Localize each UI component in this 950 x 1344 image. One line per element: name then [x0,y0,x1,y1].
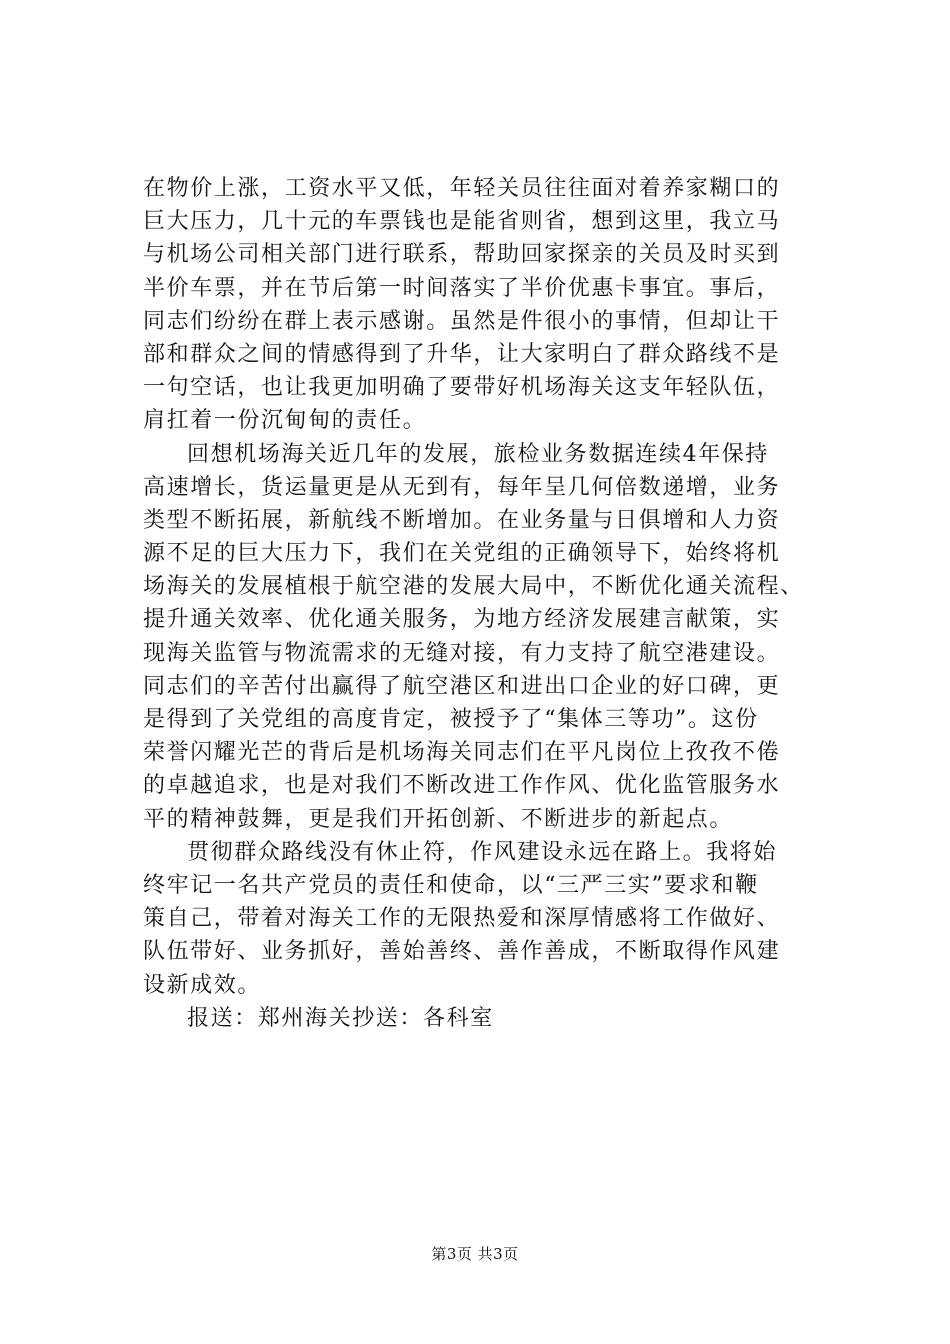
text-line: 与机场公司相关部门进行联系，帮助回家探亲的关员及时买到 [143,242,781,268]
text-line: 的卓越追求，也是对我们不断改进工作作风、优化监管服务水 [143,773,781,799]
text-line: 巨大压力，几十元的车票钱也是能省则省，想到这里，我立马 [143,209,781,235]
text-line: 策自己，带着对海关工作的无限热爱和深厚情感将工作做好、 [143,906,781,932]
text-line: 同志们的辛苦付出赢得了航空港区和进出口企业的好口碑，更 [143,673,781,699]
text-line: 场海关的发展植根于航空港的发展大局中，不断优化通关流程、 [143,574,804,600]
text-line: 源不足的巨大压力下，我们在关党组的正确领导下，始终将机 [143,541,781,567]
distribution-line: 报送：郑州海关抄送：各科室 [187,1005,494,1031]
paragraph-start-line: 回想机场海关近几年的发展，旅检业务数据连续4年保持 [187,441,769,467]
document-body [143,172,833,1035]
text-line: 半价车票，并在节后第一时间落实了半价优惠卡事宜。事后， [143,275,781,301]
text-line: 高速增长，货运量更是从无到有，每年呈几何倍数递增，业务 [143,474,781,500]
text-line: 是得到了关党组的高度肯定，被授予了“集体三等功”。这份 [143,707,759,732]
text-line: 设新成效。 [143,972,262,998]
text-line: 在物价上涨，工资水平又低，年轻关员往往面对着养家糊口的 [143,176,781,201]
text-line: 一句空话，也让我更加明确了要带好机场海关这支年轻队伍， [143,375,781,401]
text-line: 终牢记一名共产党员的责任和使命，以“三严三实”要求和鞭 [143,872,759,898]
text-line: 队伍带好、业务抓好，善始善终、善作善成，不断取得作风建 [143,939,781,965]
text-line: 平的精神鼓舞，更是我们开拓创新、不断进步的新起点。 [143,806,734,832]
text-line: 提升通关效率、优化通关服务，为地方经济发展建言献策，实 [143,607,781,633]
text-line: 现海关监管与物流需求的无缝对接，有力支持了航空港建设。 [143,640,781,666]
page-number-footer: 第3页 共3页 [431,1245,519,1263]
text-line: 同志们纷纷在群上表示感谢。虽然是件很小的事情，但却让干 [143,308,781,334]
text-line: 荣誉闪耀光芒的背后是机场海关同志们在平凡岗位上孜孜不倦 [143,740,781,766]
text-line: 肩扛着一份沉甸甸的责任。 [143,408,427,434]
paragraph-start-line: 贯彻群众路线没有休止符，作风建设永远在路上。我将始 [187,839,778,865]
text-line: 部和群众之间的情感得到了升华，让大家明白了群众路线不是 [143,341,781,367]
text-line: 类型不断拓展，新航线不断增加。在业务量与日俱增和人力资 [143,507,781,533]
